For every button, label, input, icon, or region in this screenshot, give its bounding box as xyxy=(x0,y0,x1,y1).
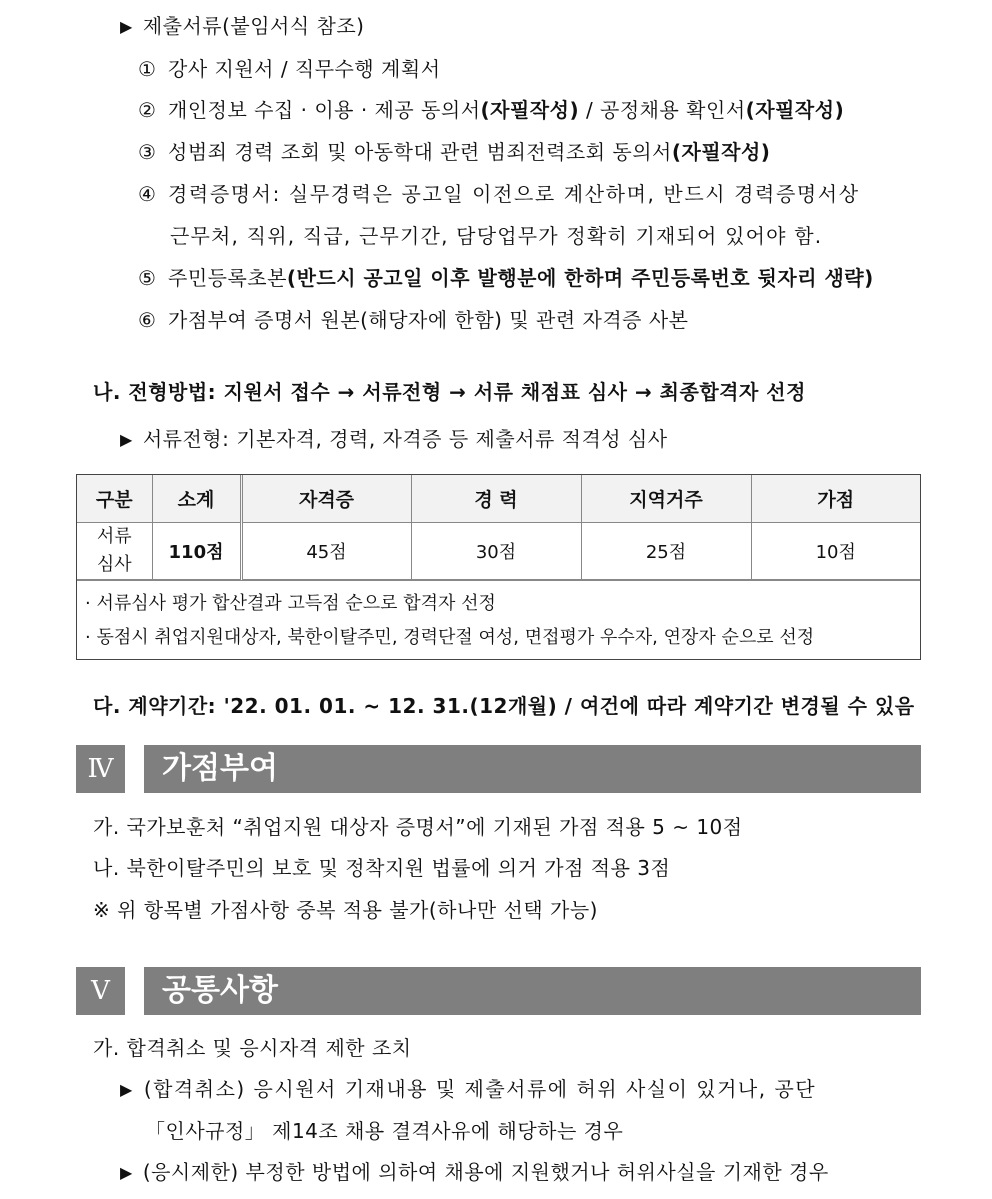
section-title: 가점부여 xyxy=(144,745,921,793)
common-bullet-1 xyxy=(120,1075,816,1105)
section-number: Ⅳ xyxy=(76,745,125,793)
table-notes xyxy=(77,580,920,659)
common-bullet-2 xyxy=(120,1158,829,1188)
item-bold: (자필작성) xyxy=(480,98,580,122)
submission-item-3 xyxy=(138,138,770,166)
bullet-text: (합격취소) 응시원서 기재내용 및 제출서류에 허위 사실이 있거나, 공단 xyxy=(143,1077,817,1101)
table-header: 소계 xyxy=(152,475,241,523)
selection-heading: 나. 전형방법: 지원서 접수 → 서류전형 → 서류 채점표 심사 → 최종합격자 선정 xyxy=(93,380,806,404)
selection-sub-text: 서류전형: 기본자격, 경력, 자격증 등 제출서류 적격성 심사 xyxy=(142,427,668,451)
item-text: 강사 지원서 / 직무수행 계획서 xyxy=(168,57,441,81)
submission-item-4 xyxy=(138,180,860,208)
table-header: 경 력 xyxy=(411,475,581,523)
section-number: Ⅴ xyxy=(76,967,125,1015)
submission-item-2 xyxy=(138,96,844,124)
subtotal-cell: 110점 xyxy=(152,523,241,580)
table-header: 구분 xyxy=(77,475,152,523)
table-cell: 10점 xyxy=(751,523,920,580)
row-label-line: 심사 xyxy=(96,554,132,575)
item-text: 가점부여 증명서 원본(해당자에 한함) 및 관련 자격증 사본 xyxy=(168,308,689,332)
item-text: / 공정채용 확인서 xyxy=(579,98,746,122)
common-line-a: 가. 합격취소 및 응시자격 제한 조치 xyxy=(93,1036,412,1060)
submission-item-6 xyxy=(138,306,688,334)
submission-item-4-cont xyxy=(170,222,822,250)
common-bullet-1-cont: 「인사규정」 제14조 채용 결격사유에 해당하는 경우 xyxy=(145,1119,624,1143)
table-note: · 동점시 취업지원대상자, 북한이탈주민, 경력단절 여성, 면접평가 우수자, 연장자 순으로 선정 xyxy=(85,627,815,648)
table-row xyxy=(77,523,920,580)
triangle-right-icon: ▶ xyxy=(120,1080,134,1099)
bonus-note: ※ 위 항목별 가점사항 중복 적용 불가(하나만 선택 가능) xyxy=(93,898,598,922)
circled-number: ④ xyxy=(138,182,158,206)
submission-item-1 xyxy=(138,55,441,83)
table-cell: 45점 xyxy=(241,523,411,580)
table-header: 가점 xyxy=(751,475,920,523)
triangle-right-icon: ▶ xyxy=(120,430,133,449)
circled-number: ① xyxy=(138,57,157,81)
triangle-right-icon: ▶ xyxy=(120,1163,133,1182)
section-title: 공통사항 xyxy=(144,967,921,1015)
row-label xyxy=(77,523,152,580)
item-bold: (반드시 공고일 이후 발행분에 한하며 주민등록번호 뒷자리 생략) xyxy=(286,266,874,290)
submission-item-5 xyxy=(138,264,874,292)
item-bold: (자필작성) xyxy=(745,98,845,122)
circled-number: ⑤ xyxy=(138,266,157,290)
item-text: 경력증명서: 실무경력은 공고일 이전으로 계산하며, 반드시 경력증명서상 xyxy=(168,182,860,206)
bonus-line-1: 가. 국가보훈처 “취업지원 대상자 증명서”에 기재된 가점 적용 5 ~ 10점 xyxy=(93,815,743,839)
table-header-row xyxy=(77,475,920,523)
table-cell: 25점 xyxy=(581,523,751,580)
bullet-text: (응시제한) 부정한 방법에 의하여 채용에 지원했거나 허위사실을 기재한 경우 xyxy=(142,1160,829,1184)
item-text: 성범죄 경력 조회 및 아동학대 관련 범죄전력조회 동의서 xyxy=(168,140,672,164)
table-cell: 30점 xyxy=(411,523,581,580)
submission-header xyxy=(120,12,364,42)
circled-number: ⑥ xyxy=(138,308,157,332)
circled-number: ③ xyxy=(138,140,157,164)
score-table xyxy=(76,474,921,660)
item-text: 주민등록초본 xyxy=(168,266,287,290)
table-header: 자격증 xyxy=(241,475,411,523)
item-bold: (자필작성) xyxy=(671,140,771,164)
contract-heading: 다. 계약기간: '22. 01. 01. ~ 12. 31.(12개월) / 여건에 따라 계약기간 변경될 수 있음 xyxy=(93,694,915,718)
submission-header-text: 제출서류(붙임서식 참조) xyxy=(142,14,365,38)
item-text: 개인정보 수집 · 이용 · 제공 동의서 xyxy=(168,98,481,122)
bonus-line-2: 나. 북한이탈주민의 보호 및 정착지원 법률에 의거 가점 적용 3점 xyxy=(93,856,671,880)
selection-sub xyxy=(120,425,668,455)
item-text: 근무처, 직위, 직급, 근무기간, 담당업무가 정확히 기재되어 있어야 함. xyxy=(170,224,823,248)
circled-number: ② xyxy=(138,98,157,122)
row-label-line: 서류 xyxy=(96,526,132,547)
table-note: · 서류심사 평가 합산결과 고득점 순으로 합격자 선정 xyxy=(85,593,496,614)
triangle-right-icon: ▶ xyxy=(120,17,133,36)
table-header: 지역거주 xyxy=(581,475,751,523)
